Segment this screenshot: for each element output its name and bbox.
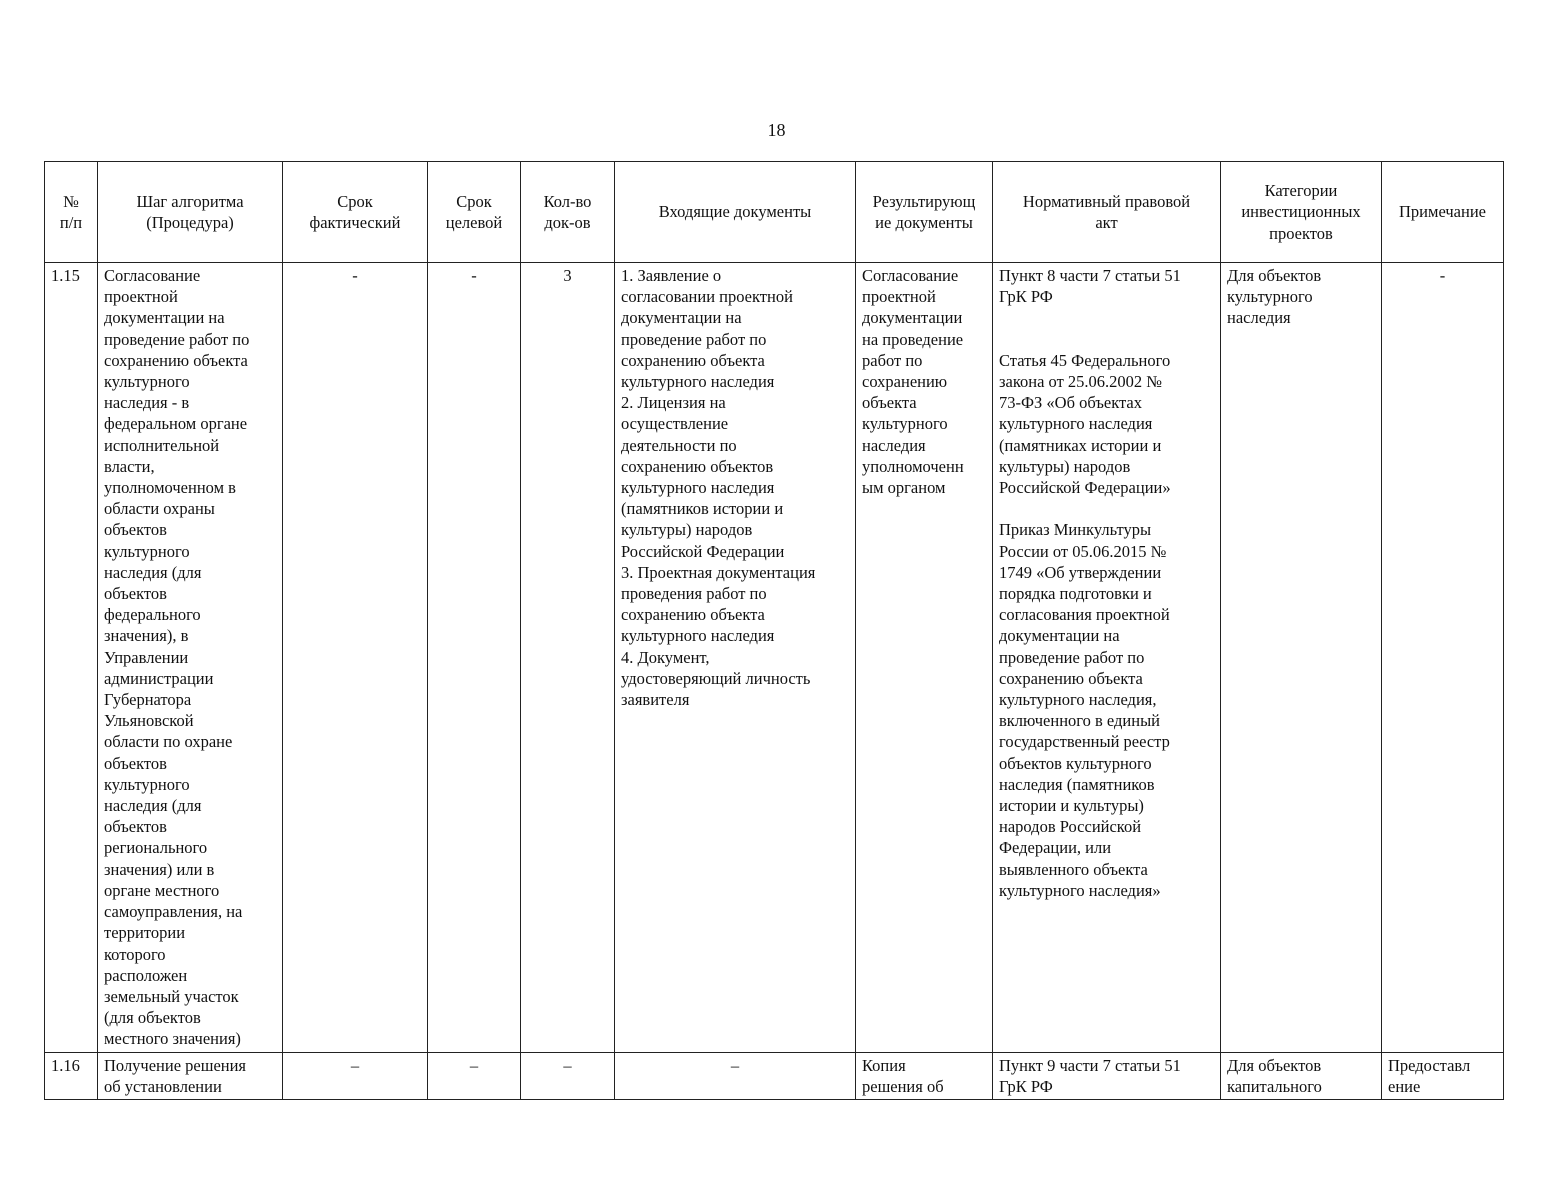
header-categories: Категории инвестиционных проектов: [1221, 162, 1382, 263]
cell-note: Предоставл ение: [1382, 1052, 1504, 1099]
cell-categories: Для объектов культурного наследия: [1221, 263, 1382, 1053]
cell-term-actual: -: [283, 263, 428, 1053]
table-header: [45, 162, 1504, 263]
header-step: Шаг алгоритма (Процедура): [98, 162, 283, 263]
cell-result-docs: Копия решения об: [856, 1052, 993, 1099]
header-term-target: Срок целевой: [428, 162, 521, 263]
cell-note: -: [1382, 263, 1504, 1053]
cell-term-target: –: [428, 1052, 521, 1099]
cell-step: Согласование проектной документации на проведение работ по сохранению объекта культурного наследия - в федеральном органе исполнительной власти, уполномоченном в области охраны объектов культурного наследия (для объектов федерального значения), в Управлении администрации Губернатора Ульяновской области по охране объектов культурного наследия (для объектов регионального значения) или в органе местного самоуправления, на территории которого расположен земельный участок (для объектов местного значения): [98, 263, 283, 1053]
cell-term-actual: –: [283, 1052, 428, 1099]
table-row: [45, 263, 1504, 1053]
header-doc-count: Кол-во док-ов: [521, 162, 615, 263]
cell-incoming-docs: –: [615, 1052, 856, 1099]
header-note: Примечание: [1382, 162, 1504, 263]
cell-number: 1.15: [45, 263, 98, 1053]
cell-legal-act: Пункт 8 части 7 статьи 51 ГрК РФ Статья 45 Федерального закона от 25.06.2002 № 73-ФЗ «Об объектах культурного наследия (памятниках истории и культуры) народов Российской Федерации» Приказ Минкультуры России от 05.06.2015 № 1749 «Об утверждении порядка подготовки и согласования проектной документации на проведение работ по сохранению объекта культурного наследия, включенного в единый государственный реестр объектов культурного наследия (памятников истории и культуры) народов Российской Федерации, или выявленного объекта культурного наследия»: [993, 263, 1221, 1053]
cell-doc-count: 3: [521, 263, 615, 1053]
page-number: 18: [767, 120, 786, 140]
header-number: № п/п: [45, 162, 98, 263]
cell-term-target: -: [428, 263, 521, 1053]
procedure-table: [44, 161, 1504, 1100]
cell-legal-act: Пункт 9 части 7 статьи 51 ГрК РФ: [993, 1052, 1221, 1099]
cell-categories: Для объектов капитального: [1221, 1052, 1382, 1099]
header-result-docs: Результирующ ие документы: [856, 162, 993, 263]
cell-incoming-docs: 1. Заявление о согласовании проектной документации на проведение работ по сохранению объекта культурного наследия 2. Лицензия на осуществление деятельности по сохранению объектов культурного наследия (памятников истории и культуры) народов Российской Федерации 3. Проектная документация проведения работ по сохранению объекта культурного наследия 4. Документ, удостоверяющий личность заявителя: [615, 263, 856, 1053]
cell-step: Получение решения об установлении: [98, 1052, 283, 1099]
cell-number: 1.16: [45, 1052, 98, 1099]
cell-doc-count: –: [521, 1052, 615, 1099]
cell-result-docs: Согласование проектной документации на проведение работ по сохранению объекта культурного наследия уполномоченн ым органом: [856, 263, 993, 1053]
table-row: [45, 1052, 1504, 1099]
header-legal-act: Нормативный правовой акт: [993, 162, 1221, 263]
header-incoming-docs: Входящие документы: [615, 162, 856, 263]
header-term-actual: Срок фактический: [283, 162, 428, 263]
